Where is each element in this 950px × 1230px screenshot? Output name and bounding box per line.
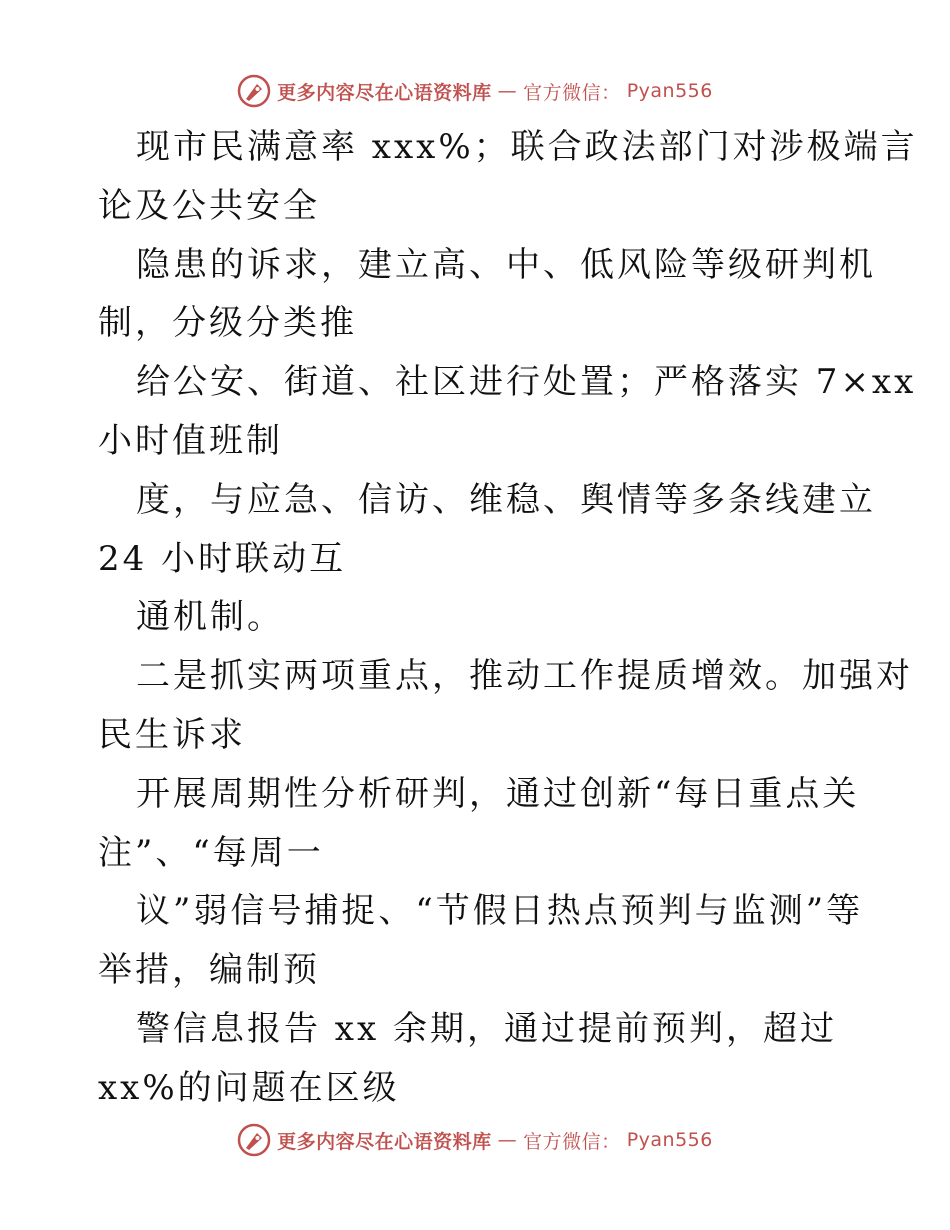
pen-nib-logo-icon bbox=[237, 74, 271, 108]
text-line: 度，与应急、信访、维稳、舆情等多条线建立 bbox=[136, 479, 876, 520]
footer-watermark bbox=[0, 1120, 950, 1160]
header-watermark bbox=[0, 71, 950, 111]
text-line: 隐患的诉求，建立高、中、低风险等级研判机 bbox=[136, 244, 876, 285]
watermark-wechat-id: Pyan556 bbox=[626, 1129, 713, 1151]
text-line: 二是抓实两项重点，推动工作提质增效。加强对 bbox=[136, 656, 913, 697]
text-line: 现市民满意率 xxx%；联合政法部门对涉极端言 bbox=[136, 127, 918, 167]
watermark-dash: — bbox=[497, 1129, 518, 1151]
text-line: xx%的问题在区级 bbox=[98, 1067, 400, 1108]
watermark-site-name: 更多内容尽在心语资料库 bbox=[277, 1130, 492, 1153]
text-line: 议”弱信号捕捉、“节假日热点预判与监测”等 bbox=[136, 891, 864, 932]
watermark-wechat-id: Pyan556 bbox=[626, 80, 713, 102]
text-line: 通机制。 bbox=[136, 597, 284, 638]
watermark-dash: — bbox=[497, 80, 518, 102]
text-line: 小时值班制 bbox=[98, 420, 283, 461]
watermark-site-name: 更多内容尽在心语资料库 bbox=[277, 81, 492, 104]
watermark-wechat-label: 官方微信： bbox=[523, 1130, 621, 1153]
text-line: 制，分级分类推 bbox=[98, 303, 357, 344]
pen-nib-logo-icon bbox=[237, 1123, 271, 1157]
text-line: 给公安、街道、社区进行处置；严格落实 7×xx bbox=[136, 362, 917, 403]
text-line: 开展周期性分析研判，通过创新“每日重点关 bbox=[136, 773, 860, 814]
watermark-wechat-label: 官方微信： bbox=[523, 81, 621, 104]
document-body bbox=[98, 118, 918, 1118]
text-line: 警信息报告 xx 余期，通过提前预判，超过 bbox=[136, 1008, 837, 1049]
text-line: 注”、“每周一 bbox=[98, 832, 324, 873]
text-line: 论及公共安全 bbox=[98, 185, 320, 226]
text-line: 24 小时联动互 bbox=[98, 538, 347, 579]
text-line: 民生诉求 bbox=[98, 714, 246, 755]
text-line: 举措，编制预 bbox=[98, 950, 320, 991]
